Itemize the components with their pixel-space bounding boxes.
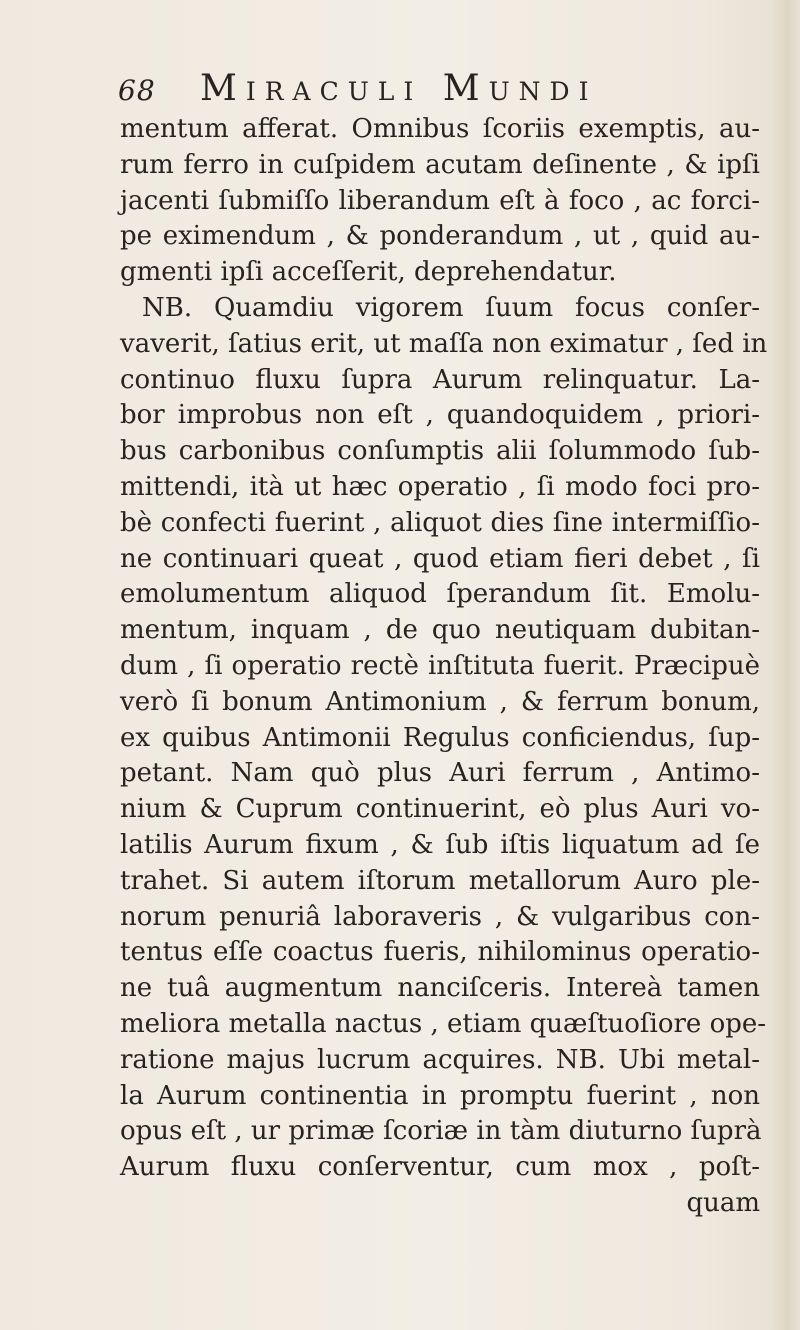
text-line: trahet. Si autem iſtorum metallorum Auro ple- bbox=[120, 865, 760, 896]
text-line: ne continuari queat , quod etiam fieri debet , ſi bbox=[120, 543, 760, 574]
text-line: mittendi, ità ut hæc operatio , ſi modo foci pro- bbox=[120, 471, 760, 502]
text-line: ex quibus Antimonii Regulus conficiendus, ſup- bbox=[120, 722, 760, 753]
text-line: dum , ſi operatio rectè inſtituta fuerit. Præcipuè bbox=[120, 650, 760, 681]
text-line: ne tuâ augmentum nanciſceris. Intereà tamen bbox=[120, 973, 760, 1004]
text-line: vaverit, ſatius erit, ut maſſa non eximatur , ſed in bbox=[120, 328, 768, 359]
text-line: ratione majus lucrum acquires. NB. Ubi metal- bbox=[120, 1044, 760, 1075]
text-line: meliora metalla nactus , etiam quæſtuoſiore ope- bbox=[120, 1008, 767, 1039]
page-gutter-edge bbox=[770, 0, 800, 1330]
text-line: latilis Aurum fixum , & ſub iſtis liquatum ad ſe bbox=[120, 829, 760, 860]
text-line: la Aurum continentia in promptu fuerint , non bbox=[120, 1080, 760, 1111]
text-line: emolumentum aliquod ſperandum ſit. Emolu- bbox=[120, 579, 760, 610]
page-number: 68 bbox=[118, 74, 156, 107]
text-line: bor improbus non eſt , quandoquidem , priori- bbox=[120, 400, 760, 431]
text-line: tentus eſſe coactus fueris, nihilominus operatio- bbox=[120, 937, 760, 968]
catchword: quam bbox=[686, 1187, 760, 1218]
text-line: bus carbonibus conſumptis alii ſolummodo ſub- bbox=[120, 436, 760, 467]
text-line: mentum, inquam , de quo neutiquam dubitan- bbox=[120, 615, 760, 646]
text-line: Aurum fluxu conſerventur, cum mox , poſt- bbox=[120, 1152, 760, 1183]
text-line: NB. Quamdiu vigorem ſuum focus conſer- bbox=[142, 292, 760, 323]
text-line: verò ſi bonum Antimonium , & ferrum bonum, bbox=[120, 686, 760, 717]
running-head bbox=[118, 68, 758, 112]
text-line: nium & Cuprum continuerint, eò plus Auri vo- bbox=[120, 794, 760, 825]
text-line: jacenti ſubmiſſo liberandum eſt à foco , ac forci- bbox=[120, 185, 760, 216]
text-line: mentum afferat. Omnibus ſcoriis exemptis, au- bbox=[120, 114, 760, 144]
text-line: rum ferro in cuſpidem acutam deſinente , & ipſi bbox=[120, 149, 760, 180]
text-line: opus eſt , ur primæ ſcoriæ in tàm diuturno ſuprà bbox=[120, 1116, 762, 1147]
text-line: bè confecti fuerint , aliquot dies ſine intermiſſio- bbox=[120, 507, 760, 538]
text-line: petant. Nam quò plus Auri ferrum , Antimo- bbox=[120, 758, 760, 789]
text-line: continuo fluxu ſupra Aurum relinquatur. La- bbox=[120, 364, 760, 395]
text-line: gmenti ipſi acceſſerit, deprehendatur. bbox=[120, 257, 617, 288]
text-line: norum penuriâ laboraveris , & vulgaribus con- bbox=[120, 901, 760, 932]
body-text bbox=[120, 112, 768, 1222]
running-title: Miraculi Mundi bbox=[200, 68, 598, 109]
text-line: pe eximendum , & ponderandum , ut , quid au- bbox=[120, 221, 760, 252]
